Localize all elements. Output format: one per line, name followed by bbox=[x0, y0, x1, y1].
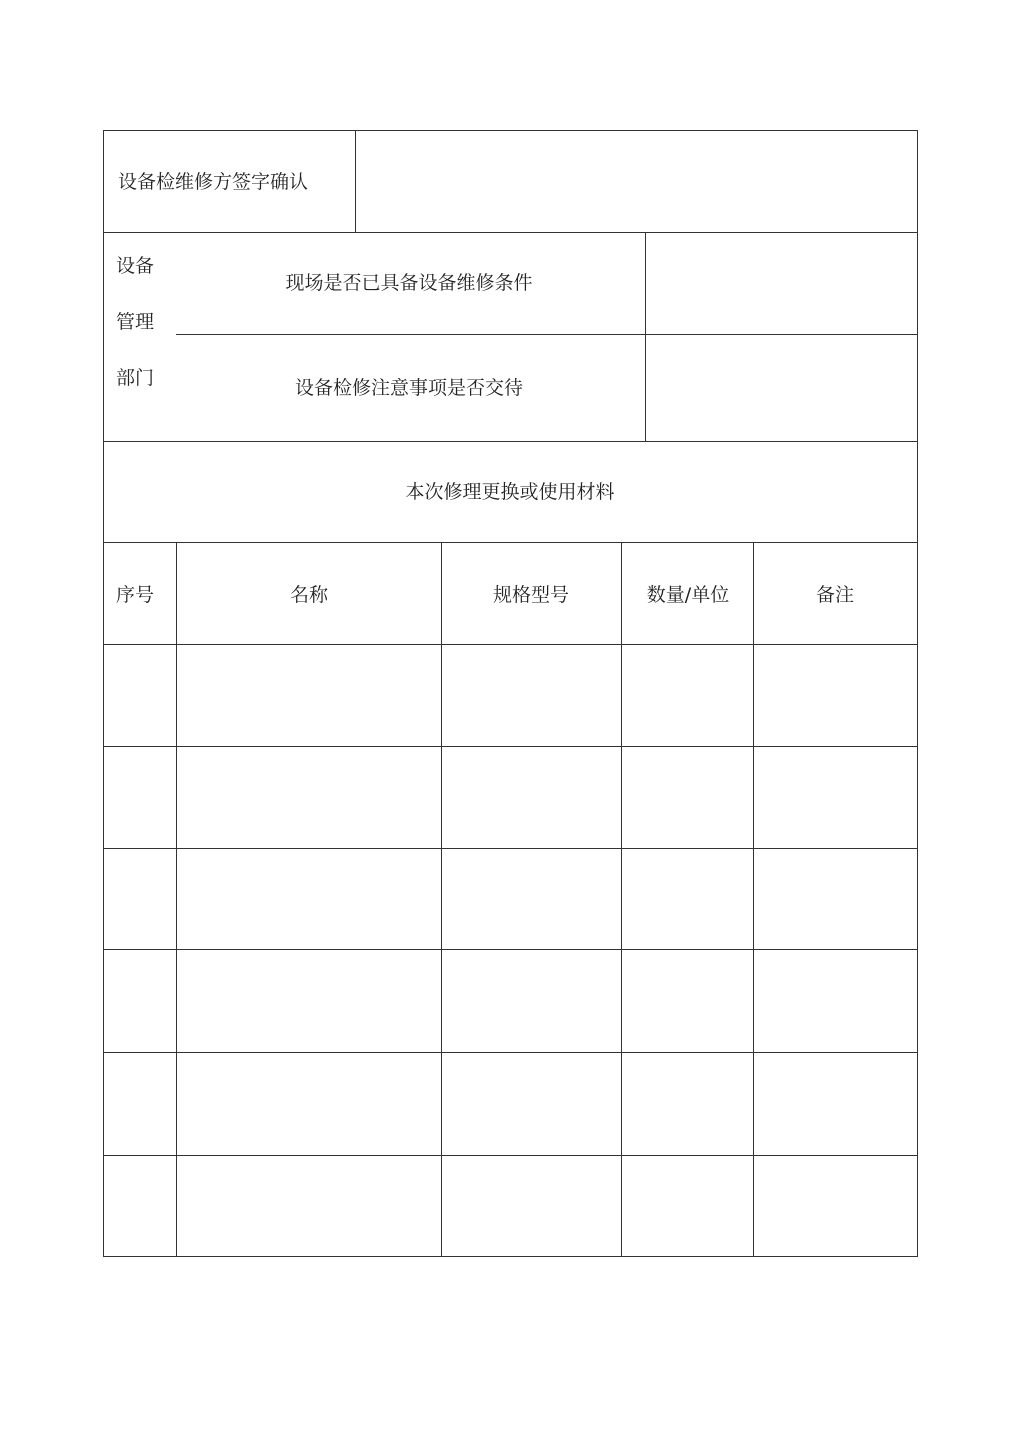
cell-index[interactable] bbox=[104, 645, 176, 746]
cell-remarks[interactable] bbox=[754, 849, 917, 949]
cell-spec[interactable] bbox=[442, 950, 621, 1052]
cell-name[interactable] bbox=[177, 849, 441, 949]
cell-qty-unit[interactable] bbox=[622, 645, 753, 746]
column-header-name: 名称 bbox=[289, 584, 329, 606]
cell-remarks[interactable] bbox=[754, 645, 917, 746]
cell-name[interactable] bbox=[177, 1053, 441, 1155]
cell-name[interactable] bbox=[177, 747, 441, 848]
cell-index[interactable] bbox=[104, 849, 176, 949]
cell-qty-unit[interactable] bbox=[622, 1156, 753, 1256]
cell-qty-unit[interactable] bbox=[622, 747, 753, 848]
column-header-qty-unit: 数量/单位 bbox=[646, 584, 730, 606]
column-header-spec: 规格型号 bbox=[492, 584, 570, 606]
cell-remarks[interactable] bbox=[754, 747, 917, 848]
cell-remarks[interactable] bbox=[754, 950, 917, 1052]
cell-remarks[interactable] bbox=[754, 1053, 917, 1155]
cell-name[interactable] bbox=[177, 645, 441, 746]
cell-index[interactable] bbox=[104, 1053, 176, 1155]
cell-index[interactable] bbox=[104, 950, 176, 1052]
materials-title-bottom bbox=[103, 542, 918, 543]
cell-spec[interactable] bbox=[442, 747, 621, 848]
cell-qty-unit[interactable] bbox=[622, 1053, 753, 1155]
question-site-ready: 现场是否已具备设备维修条件 bbox=[285, 272, 533, 294]
table-border-bottom bbox=[103, 1256, 918, 1257]
materials-title: 本次修理更换或使用材料 bbox=[405, 481, 615, 503]
column-header-remarks: 备注 bbox=[815, 584, 855, 606]
cell-qty-unit[interactable] bbox=[622, 849, 753, 949]
cell-spec[interactable] bbox=[442, 1053, 621, 1155]
cell-qty-unit[interactable] bbox=[622, 950, 753, 1052]
dept-question-divider-left bbox=[176, 334, 646, 335]
dept-label-line-3: 部门 bbox=[116, 367, 155, 389]
table-border-right bbox=[917, 130, 918, 1257]
cell-index[interactable] bbox=[104, 747, 176, 848]
cell-name[interactable] bbox=[177, 950, 441, 1052]
dept-label-line-2: 管理 bbox=[116, 311, 155, 333]
cell-spec[interactable] bbox=[442, 849, 621, 949]
column-header-index: 序号 bbox=[115, 584, 155, 606]
cell-remarks[interactable] bbox=[754, 1156, 917, 1256]
question-precautions-briefed: 设备检修注意事项是否交待 bbox=[294, 377, 524, 399]
answer-precautions-briefed-cell[interactable] bbox=[646, 335, 917, 441]
answer-site-ready-cell[interactable] bbox=[646, 233, 917, 334]
signature-input-cell[interactable] bbox=[356, 131, 917, 232]
dept-block-bottom bbox=[103, 441, 918, 442]
dept-label-line-1: 设备 bbox=[116, 255, 155, 277]
cell-spec[interactable] bbox=[442, 645, 621, 746]
signature-label: 设备检维修方签字确认 bbox=[118, 171, 309, 193]
cell-name[interactable] bbox=[177, 1156, 441, 1256]
cell-index[interactable] bbox=[104, 1156, 176, 1256]
cell-spec[interactable] bbox=[442, 1156, 621, 1256]
